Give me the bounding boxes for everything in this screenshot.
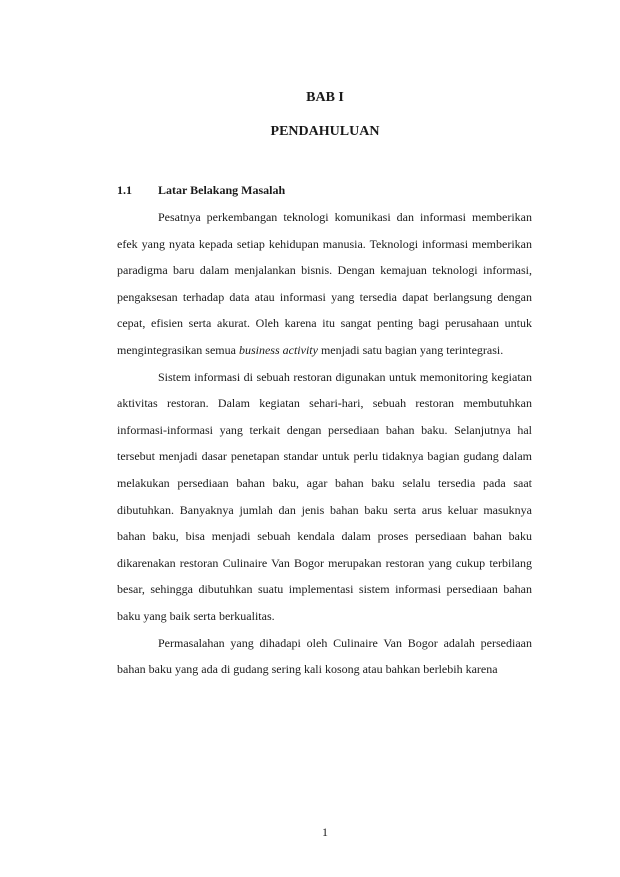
section-heading [117, 183, 285, 197]
paragraph-1-emphasis: business activity [238, 342, 318, 357]
section-title: Latar Belakang Masalah [158, 183, 286, 197]
page-number: 1 [322, 825, 328, 839]
body-text [117, 204, 532, 683]
paragraph-1-text-before: Pesatnya perkembangan teknologi komunikasi dan informasi memberikan efek yang nyata kepada setiap kehidupan manusia. Teknologi informasi memberikan paradigma baru dalam menjalankan bisnis. Dengan kemajuan teknologi informasi, pengaksesan terhadap data atau informasi yang tersedia dapat berlangsung dengan cepat, efisien serta akurat. Oleh karena itu sangat penting bagi perusahaan untuk mengintegrasikan semua [117, 210, 532, 357]
paragraph-2: Sistem informasi di sebuah restoran digunakan untuk memonitoring kegiatan aktivitas restoran. Dalam kegiatan sehari-hari, sebuah restoran membutuhkan informasi-informasi yang terkait dengan persediaan bahan baku. Selanjutnya hal tersebut menjadi dasar penetapan standar untuk perlu tidaknya bagian gudang dalam melakukan persediaan bahan baku, agar bahan baku selalu tersedia pada saat dibutuhkan. Banyaknya jumlah dan jenis bahan baku serta arus keluar masuknya bahan baku, bisa menjadi sebuah kendala dalam proses persediaan bahan baku dikarenakan restoran Culinaire Van Bogor merupakan restoran yang cukup terbilang besar, sehingga dibutuhkan suatu implementasi sistem informasi persediaan bahan baku yang baik serta berkualitas. [117, 369, 532, 623]
chapter-number: BAB I [306, 90, 344, 105]
section-number: 1.1 [117, 183, 132, 197]
paragraph-1 [117, 204, 532, 364]
chapter-title: PENDAHULUAN [270, 124, 380, 139]
paragraph-3: Permasalahan yang dihadapi oleh Culinaire Van Bogor adalah persediaan bahan baku yang ada di gudang sering kali kosong atau bahkan berlebih karena [117, 635, 532, 677]
paragraph-1-text-after: menjadi satu bagian yang terintegrasi. [317, 342, 504, 357]
